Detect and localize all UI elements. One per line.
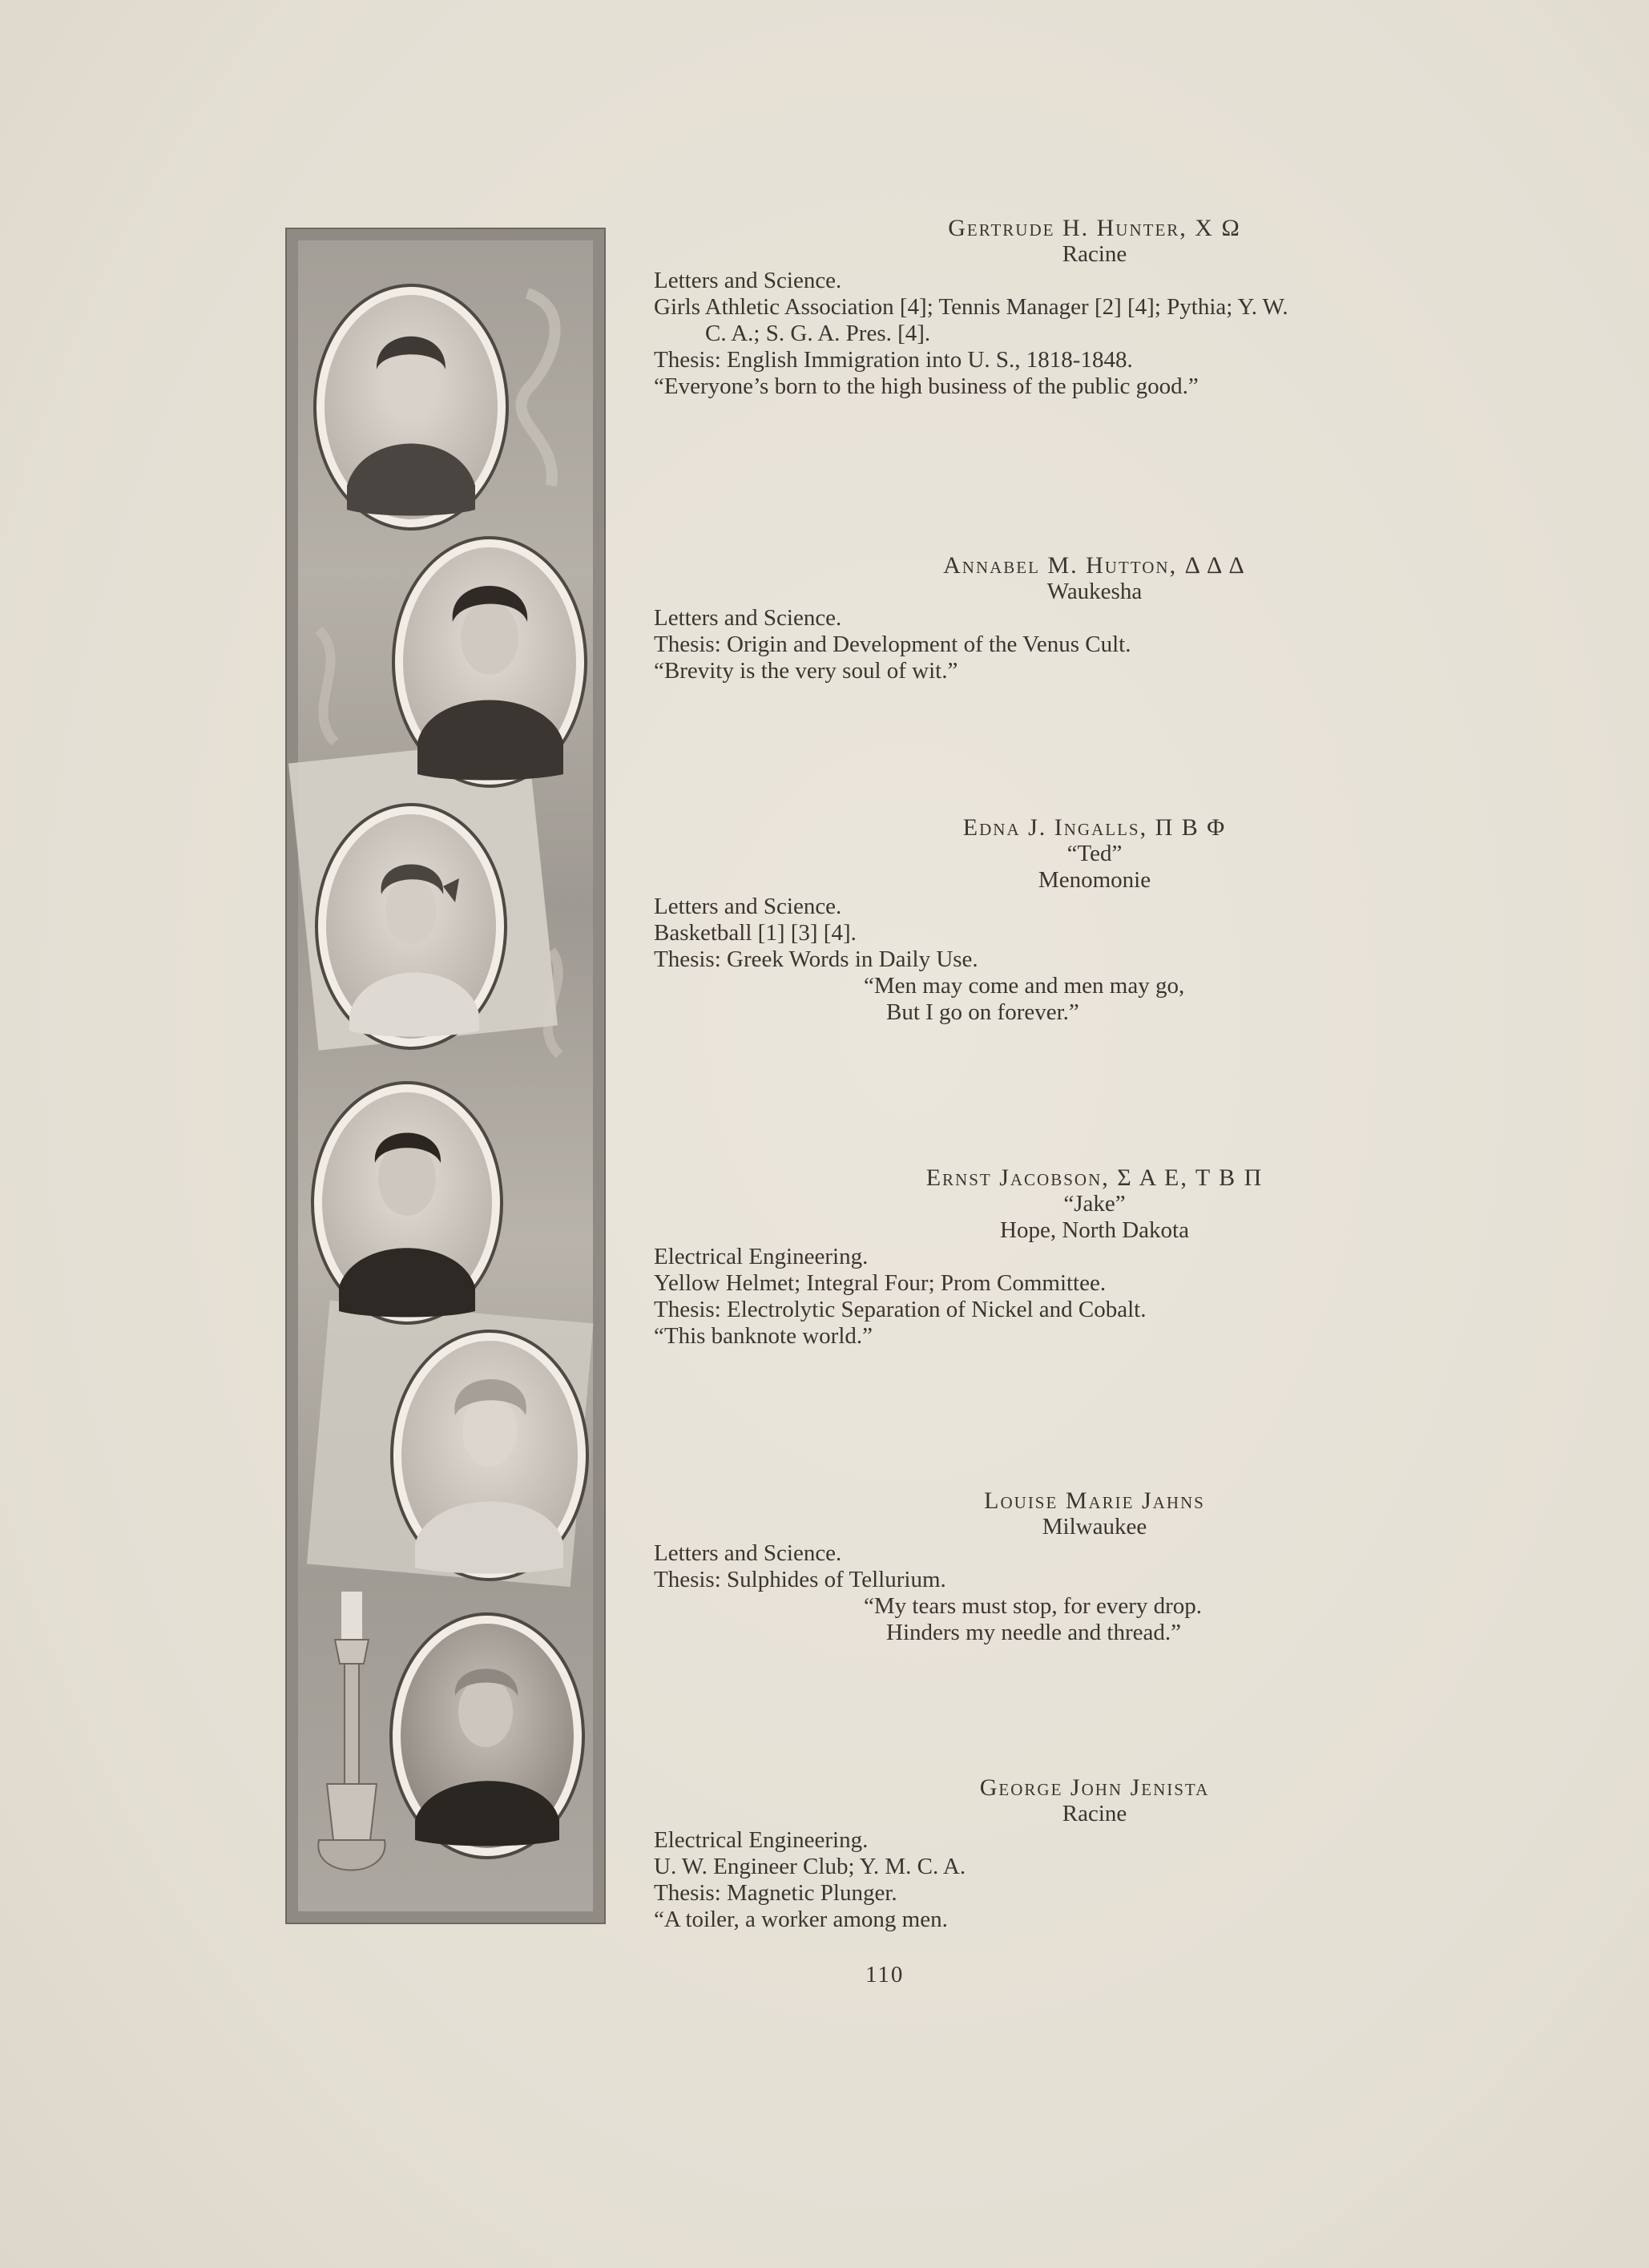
entry-george-jenista bbox=[654, 1774, 1535, 1933]
entry-quote: “This banknote world.” bbox=[654, 1323, 873, 1349]
entry-name: Annabel M. Hutton, Δ Δ Δ bbox=[943, 552, 1246, 579]
entry-name: Gertrude H. Hunter, Χ Ω bbox=[948, 215, 1241, 241]
portrait-4 bbox=[312, 1083, 502, 1323]
entry-ernst-jacobson bbox=[654, 1164, 1535, 1350]
portrait-3 bbox=[316, 805, 506, 1048]
entry-line: Electrical Engineering. bbox=[654, 1244, 869, 1269]
entry-line: Letters and Science. bbox=[654, 268, 842, 293]
portrait-5 bbox=[392, 1331, 587, 1580]
entry-name: Edna J. Ingalls, Π Β Φ bbox=[962, 814, 1227, 841]
entry-hometown: Waukesha bbox=[1046, 579, 1143, 604]
entry-name: Ernst Jacobson, Σ Α Ε, Τ Β Π bbox=[925, 1164, 1264, 1191]
entry-hometown: Hope, North Dakota bbox=[1000, 1217, 1189, 1243]
entry-line: Girls Athletic Association [4]; Tennis Manager [2] [4]; Pythia; Y. W. bbox=[654, 294, 1288, 320]
entry-hometown: Racine bbox=[1062, 1801, 1127, 1826]
entry-annabel-hutton bbox=[654, 552, 1535, 684]
entry-line: Basketball [1] [3] [4]. bbox=[654, 920, 857, 946]
torch-ornament bbox=[318, 1592, 385, 1870]
entry-line: Yellow Helmet; Integral Four; Prom Committee. bbox=[654, 1270, 1107, 1296]
portrait-column bbox=[285, 228, 606, 1924]
entry-verse-line: “My tears must stop, for every drop. bbox=[864, 1593, 1203, 1619]
portrait-6 bbox=[391, 1614, 583, 1858]
page-number: 110 bbox=[865, 1962, 905, 1988]
entry-line: Letters and Science. bbox=[654, 605, 842, 631]
entry-line: U. W. Engineer Club; Y. M. C. A. bbox=[654, 1854, 966, 1879]
entry-edna-ingalls bbox=[654, 814, 1535, 1026]
entry-name: Louise Marie Jahns bbox=[984, 1487, 1205, 1514]
entry-verse-line: But I go on forever.” bbox=[886, 999, 1079, 1025]
entry-quote: “A toiler, a worker among men. bbox=[654, 1907, 948, 1932]
entry-line: Thesis: Electrolytic Separation of Nickel and Cobalt. bbox=[654, 1297, 1147, 1322]
entry-name: George John Jenista bbox=[979, 1774, 1210, 1801]
entry-verse-line: “Men may come and men may go, bbox=[864, 973, 1185, 999]
entry-line: Letters and Science. bbox=[654, 1540, 842, 1566]
entry-line: Electrical Engineering. bbox=[654, 1827, 869, 1853]
entry-verse-line: Hinders my needle and thread.” bbox=[886, 1620, 1181, 1645]
entry-nickname: “Jake” bbox=[1063, 1191, 1126, 1217]
entry-gertrude-hunter bbox=[654, 215, 1535, 400]
entry-line: Thesis: Sulphides of Tellurium. bbox=[654, 1567, 946, 1592]
portrait-2 bbox=[393, 538, 586, 786]
portrait-1 bbox=[315, 285, 507, 529]
entry-line: C. A.; S. G. A. Pres. [4]. bbox=[705, 321, 931, 346]
entry-line: Thesis: Greek Words in Daily Use. bbox=[654, 946, 978, 972]
entry-louise-jahns bbox=[654, 1487, 1535, 1646]
entry-line: Thesis: Origin and Development of the Venus Cult. bbox=[654, 632, 1131, 657]
entry-nickname: “Ted” bbox=[1066, 841, 1123, 866]
entry-line: Letters and Science. bbox=[654, 894, 842, 919]
entry-hometown: Milwaukee bbox=[1042, 1514, 1147, 1540]
entry-hometown: Menomonie bbox=[1038, 867, 1151, 893]
portrait-illustration bbox=[287, 229, 606, 1924]
entry-line: Thesis: Magnetic Plunger. bbox=[654, 1880, 897, 1906]
entry-quote: “Brevity is the very soul of wit.” bbox=[654, 658, 958, 684]
entry-line: Thesis: English Immigration into U. S., 1818-1848. bbox=[654, 347, 1133, 373]
entry-hometown: Racine bbox=[1062, 241, 1127, 267]
entry-quote: “Everyone’s born to the high business of the public good.” bbox=[654, 373, 1199, 399]
